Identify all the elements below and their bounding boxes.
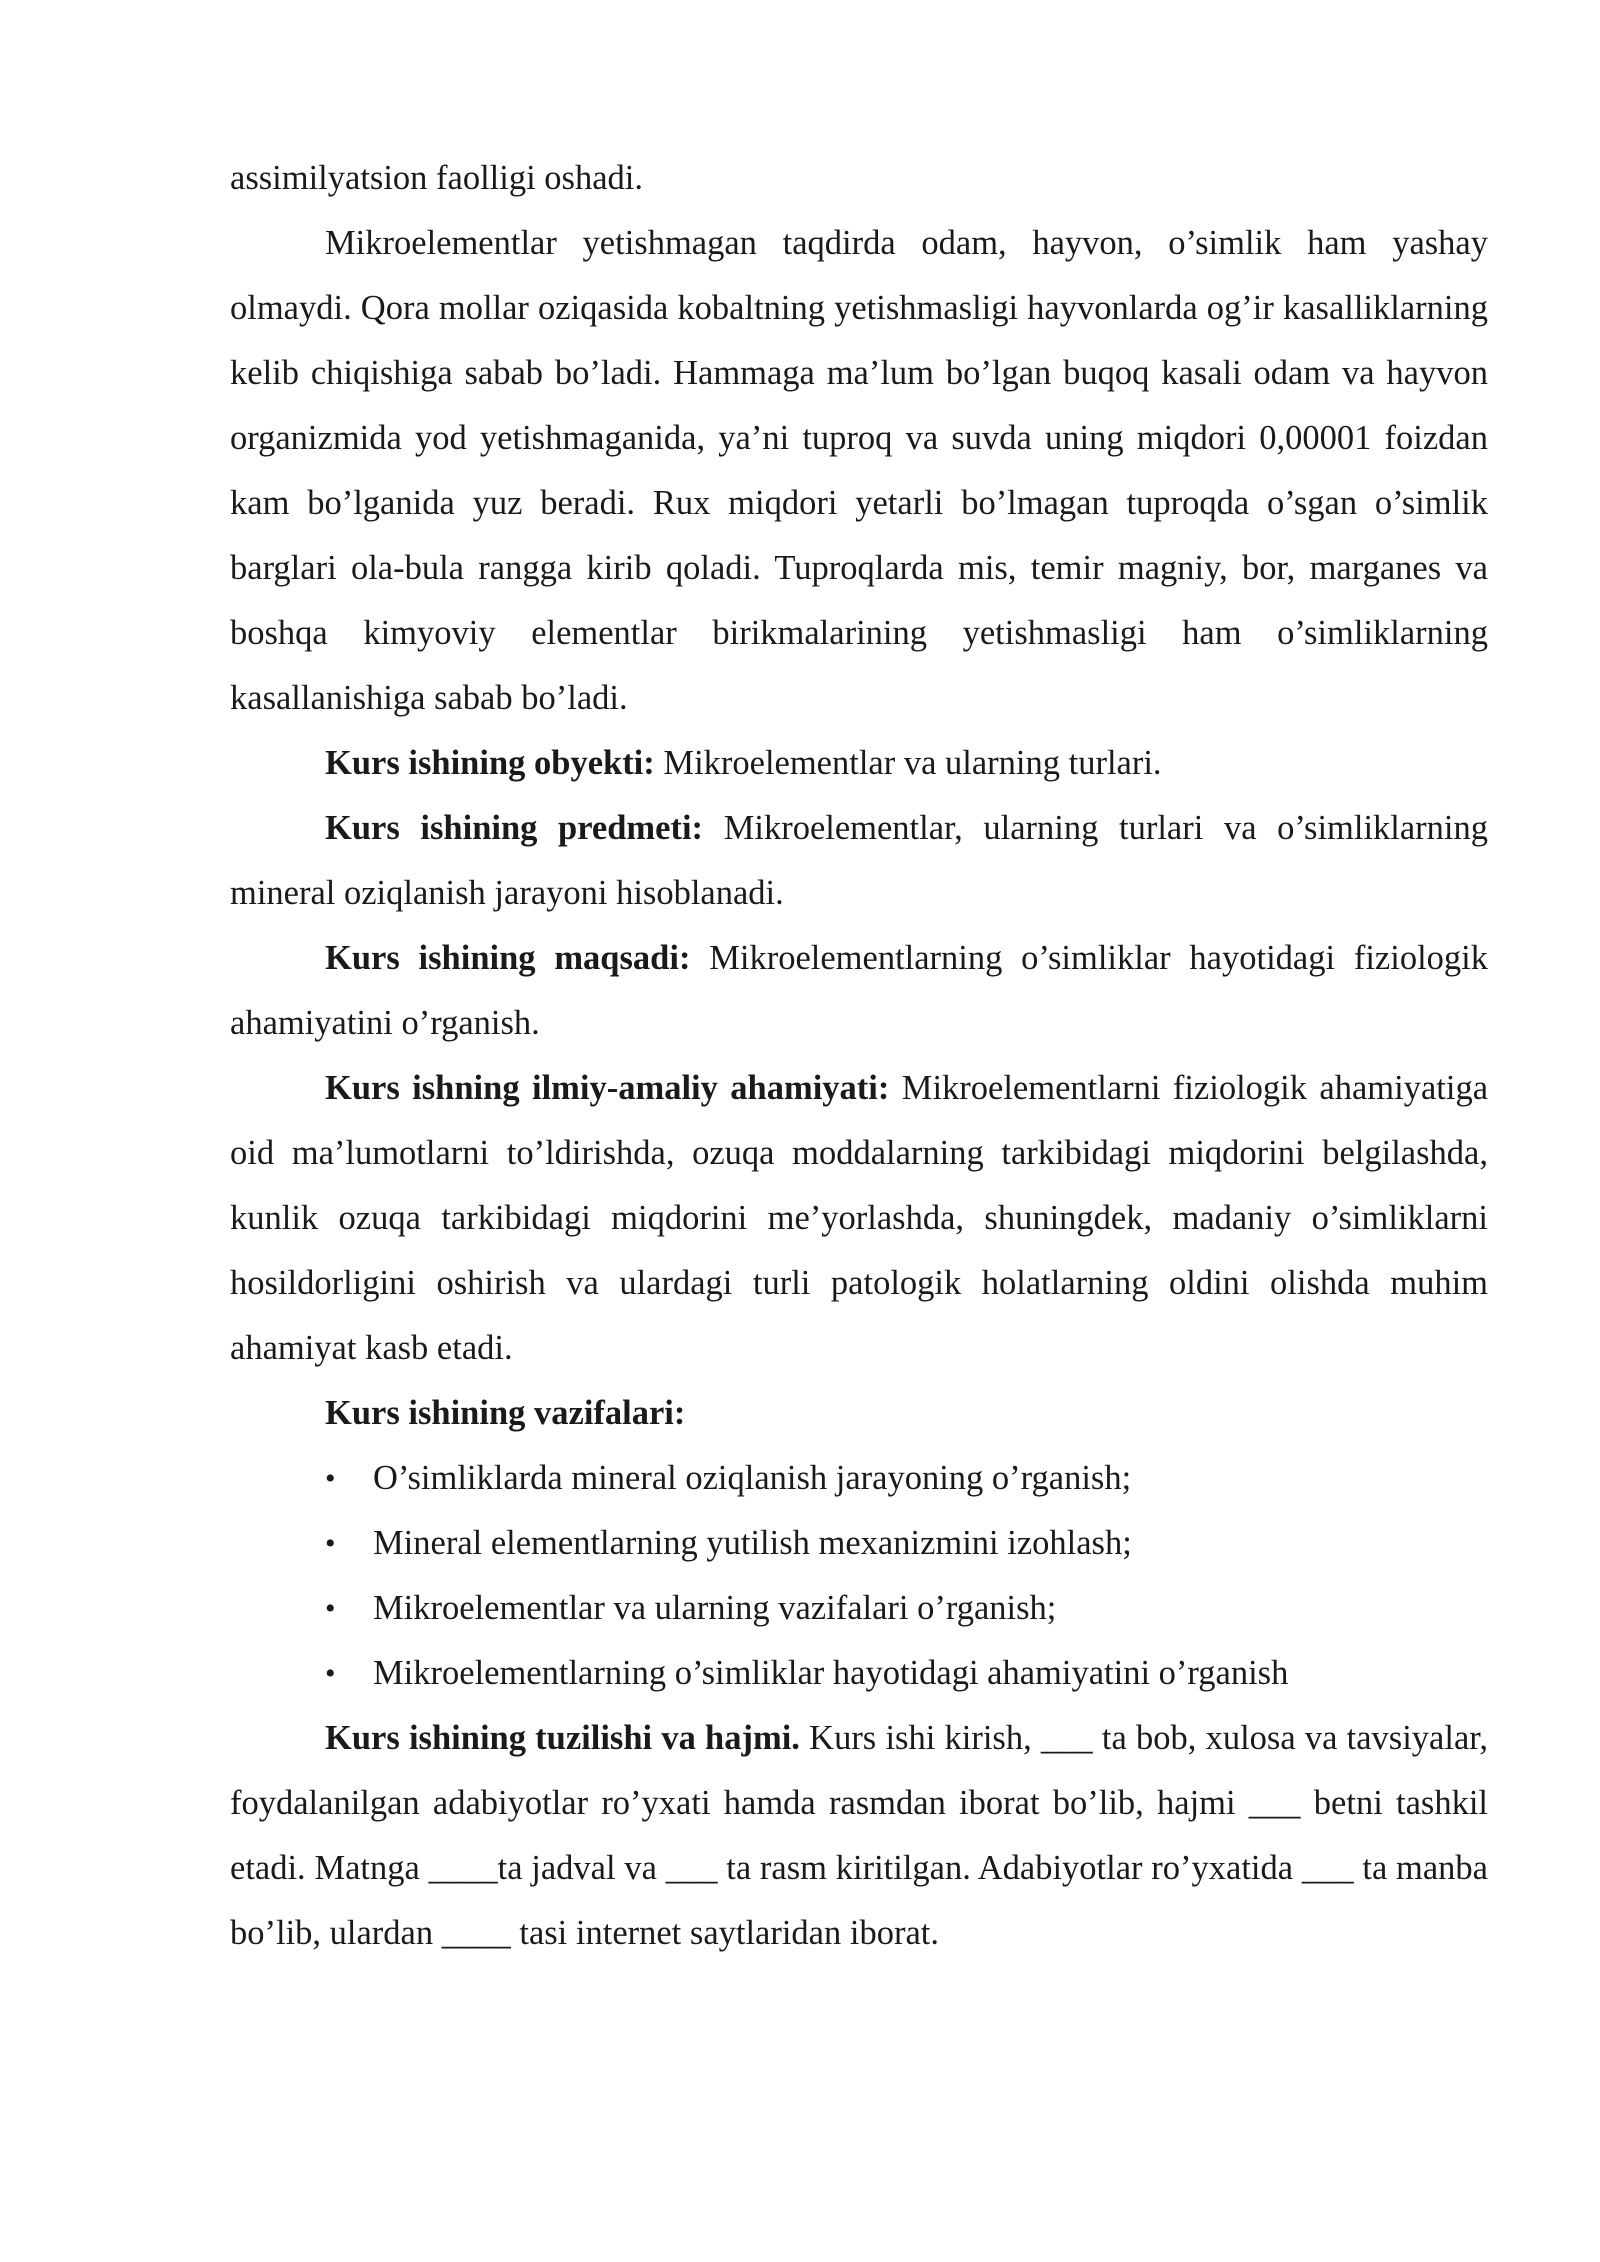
- list-item: [325, 1576, 1488, 1641]
- course-tasks-heading-paragraph: [230, 1381, 1488, 1446]
- paragraph-continuation: assimilyatsion faolligi oshadi.: [230, 159, 644, 197]
- course-object-paragraph: [230, 731, 1488, 796]
- course-subject-text: Mikroelementlar, ularning turlari va o’simliklarning mineral oziqlanish jarayoni hisoblanadi.: [230, 809, 1489, 912]
- course-subject-paragraph: [230, 796, 1488, 926]
- course-tasks-list: [230, 1446, 1488, 1706]
- course-significance-paragraph: [230, 1056, 1488, 1381]
- course-goal-text: Mikroelementlarning o’simliklar hayotidagi fiziologik ahamiyatini o’rganish.: [230, 939, 1488, 1042]
- list-item-text: Mineral elementlarning yutilish mexanizmini izohlash;: [373, 1524, 1132, 1562]
- course-structure-text: Kurs ishi kirish, ___ ta bob, xulosa va tavsiyalar, foydalanilgan adabiyotlar ro’yxati hamda rasmdan iborat bo’lib, hajmi ___ betni tashkil etadi. Matnga ____ta jadval va ___ ta rasm kiritilgan. Adabiyotlar ro’yxatida ___ ta manba bo’lib, ulardan ____ tasi internet saytlaridan iborat.: [230, 1719, 1489, 1952]
- course-tasks-label: Kurs ishining vazifalari:: [325, 1394, 686, 1432]
- bullet-icon: •: [325, 1592, 336, 1625]
- course-object-text: Mikroelementlar va ularning turlari.: [654, 744, 1162, 782]
- course-significance-text: Mikroelementlarni fiziologik ahamiyatiga oid ma’lumotlarni to’ldirishda, ozuqa moddalarning tarkibidagi miqdorini belgilashda, kunlik ozuqa tarkibidagi miqdorini me’yorlashda, shuningdek, madaniy o’simliklarni hosildorligini oshirish va ulardagi turli patologik holatlarning oldini olishda muhim ahamiyat kasb etadi.: [230, 1069, 1489, 1367]
- list-item: [325, 1446, 1488, 1511]
- course-structure-paragraph: [230, 1706, 1488, 1966]
- course-significance-label: Kurs ishning ilmiy-amaliy ahamiyati:: [325, 1069, 890, 1107]
- course-subject-label: Kurs ishining predmeti:: [325, 809, 704, 847]
- list-item: [325, 1511, 1488, 1576]
- course-structure-label: Kurs ishining tuzilishi va hajmi.: [325, 1719, 800, 1757]
- list-item-text: O’simliklarda mineral oziqlanish jarayoning o’rganish;: [373, 1459, 1132, 1497]
- list-item-text: Mikroelementlarning o’simliklar hayotidagi ahamiyatini o’rganish: [373, 1654, 1289, 1692]
- course-goal-paragraph: [230, 926, 1488, 1056]
- document-page: [230, 146, 1488, 1966]
- course-object-label: Kurs ishining obyekti:: [325, 744, 655, 782]
- list-item: [325, 1641, 1488, 1706]
- course-goal-label: Kurs ishining maqsadi:: [325, 939, 691, 977]
- paragraph-microelements-deficiency: Mikroelementlar yetishmagan taqdirda odam, hayvon, o’simlik ham yashay olmaydi. Qora mollar oziqasida kobaltning yetishmasligi hayvonlarda og’ir kasalliklarning kelib chiqishiga sabab bo’ladi. Hammaga ma’lum bo’lgan buqoq kasali odam va hayvon organizmida yod yetishmaganida, ya’ni tuproq va suvda uning miqdori 0,00001 foizdan kam bo’lganida yuz beradi. Rux miqdori yetarli bo’lmagan tuproqda o’sgan o’simlik barglari ola-bula rangga kirib qoladi. Tuproqlarda mis, temir magniy, bor, marganes va boshqa kimyoviy elementlar birikmalarining yetishmasligi ham o’simliklarning kasallanishiga sabab bo’ladi.: [230, 224, 1488, 717]
- list-item-text: Mikroelementlar va ularning vazifalari o’rganish;: [373, 1589, 1057, 1627]
- bullet-icon: •: [325, 1462, 336, 1495]
- bullet-icon: •: [325, 1657, 336, 1690]
- bullet-icon: •: [325, 1527, 336, 1560]
